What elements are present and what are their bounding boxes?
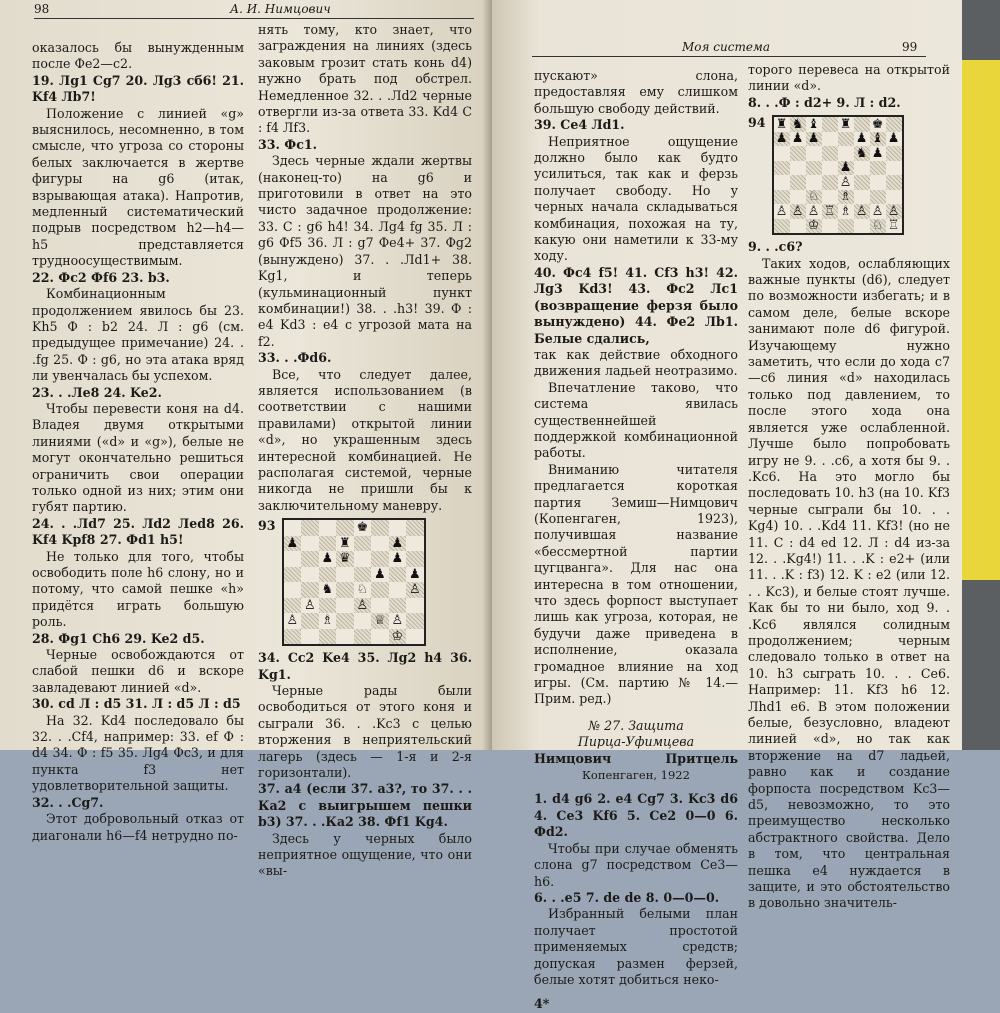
- board-square: [284, 613, 302, 629]
- board-square: [886, 190, 902, 205]
- paragraph: На 32. Kd4 последовало бы 32. . .Cf4, например: 33. ef Ф : d4 34. Ф : f5 35. Лg4 Фс3, и для пункта f3 нет удовлетворительной защиты.: [32, 712, 244, 794]
- board-square: [406, 536, 424, 552]
- board-square: [886, 117, 902, 132]
- board-square: [336, 551, 354, 567]
- board-square: [406, 567, 424, 583]
- board-square: [838, 190, 854, 205]
- board-square: [336, 629, 354, 645]
- board-square: [822, 219, 838, 234]
- board-square: [389, 582, 407, 598]
- board-square: [774, 117, 790, 132]
- board-square: [406, 582, 424, 598]
- paragraph: Таких ходов, ослабляющих важные пункты (d6), следует по возможности избегать; и в самом деле, белые вскоре занимают поле d6 фигурой. Изучающему нужно заметить, что если до хода c7—c6 линия «d» находилась только под давлением, то после этого хода она является уже ослабленной. Лучше было попробовать игру не 9. . .c6, а хотя бы 9. . .Kc6. На это могло бы последовать 10. h3 (на 10. Kf3 черные сыграли бы 10. . . Kg4) 10. . .Kd4 11. Kf3! (но не 11. C : d4 ed 12. Л : d4 из-за 12. . .Kg4!) 11. . .K : e2+ (или 11. . .K : f3) 12. K : e2 (или 12. . . Kc3), и белые стоят лучше. Как бы то ни было, ход 9. . .Kc6 являлся солидным продолжением; черным следовало только в ответ на 10. h3 сыграть 10. . . Ce6. Например: 11. Kf3 h6 12. Лhd1 e6. В этом положении белые, безусловно, владеют линией «d», но так как вторжение на d7 ладьей, равно как и создание форпоста посредством Kc3—d5, невозможно, то это преимущество несколько абстрактного свойства. Дело в том, что центральная пешка e4 нуждается в защите, и это обстоятельство в довольно значитель-: [748, 255, 950, 911]
- chess-piece-icon: ♟: [807, 131, 820, 147]
- chess-board: [772, 115, 904, 235]
- board-square: [790, 161, 806, 176]
- board-square: [886, 146, 902, 161]
- board-square: [319, 598, 337, 614]
- move-line: 24. . .Лd7 25. Лd2 Лed8 26. Kf4 Kpf8 27. Фd1 h5!: [32, 515, 244, 548]
- paragraph: Положение с линией «g» выяснилось, несомненно, в том смысле, что угроза со стороны белых заключается в жертве фигуры на g6 (итак, взрывающая атака). Напротив, медленный систематический подрыв посредством h2—h4—h5 представляется трудноосуществимым.: [32, 105, 244, 269]
- chess-piece-icon: ♟: [839, 160, 852, 176]
- board-square: [336, 520, 354, 536]
- left-column-1: [32, 40, 244, 844]
- paragraph: оказалось бы вынужденным после Фе2—с2.: [32, 40, 244, 72]
- paragraph: Впечатление таково, что система явилась существеннейшей поддержкой комбинационной работы.: [534, 379, 738, 461]
- paragraph: Комбинационным продолжением явилось бы 23. Kh5 Ф : b2 24. Л : g6 (см. предыдущее примечание) 24. . .fg 25. Ф : g6, но эта атака вряд ли увенчалась бы успехом.: [32, 286, 244, 384]
- board-square: [284, 536, 302, 552]
- board-square: [774, 190, 790, 205]
- board-square: [838, 175, 854, 190]
- board-square: [854, 132, 870, 147]
- paragraph: Чтобы перевести коня на d4. Владея двумя открытыми линиями («d» и «g»), белые не могут окончательно решиться ограничить свои операции только одной из них; этим они губят партию.: [32, 400, 244, 515]
- board-square: [354, 629, 372, 645]
- board-square: [838, 204, 854, 219]
- opening-name: Пирца-Уфимцева: [577, 734, 695, 750]
- chess-piece-icon: ♖: [823, 203, 836, 219]
- move-line: 9. . .c6?: [748, 239, 803, 255]
- board-square: [371, 536, 389, 552]
- board-square: [886, 204, 902, 219]
- board-square: [284, 598, 302, 614]
- board-square: [806, 146, 822, 161]
- background-yellow-object: [960, 60, 1000, 580]
- board-square: [854, 219, 870, 234]
- move-line: 8. . .Ф : d2+ 9. Л : d2.: [748, 94, 901, 110]
- paragraph: Избранный белыми план получает простотой применяемых средств; допуская размен ферзей, белые хотят добиться неко-: [534, 906, 738, 987]
- board-square: [838, 219, 854, 234]
- board-square: [774, 132, 790, 147]
- right-page: [492, 0, 962, 1012]
- board-square: [790, 219, 806, 234]
- board-square: [301, 598, 319, 614]
- board-square: [822, 204, 838, 219]
- move-line: 1. d4 g6 2. e4 Cg7 3. Kc3 d6 4. Ce3 Kf6 5. Ce2 0—0 6. Фd2.: [534, 791, 738, 840]
- move-line: 34. Cc2 Ke4 35. Лg2 h4 36. Kg1.: [258, 650, 472, 682]
- chess-piece-icon: ♛: [338, 551, 351, 567]
- paragraph: Здесь у черных было неприятное ощущение, что они «вы-: [258, 830, 472, 879]
- board-square: [854, 190, 870, 205]
- board-square: [870, 190, 886, 205]
- right-column-1: [534, 68, 738, 1013]
- board-square: [319, 582, 337, 598]
- board-square: [319, 551, 337, 567]
- chess-piece-icon: ♕: [373, 613, 386, 629]
- chess-piece-icon: ♔: [807, 218, 820, 234]
- chess-piece-icon: ♟: [408, 566, 421, 582]
- paragraph: Черные освобождаются от слабой пешки d6 и вскоре завладевают линией «d».: [32, 647, 244, 695]
- left-column-2: [258, 22, 472, 880]
- board-square: [319, 520, 337, 536]
- board-square: [319, 536, 337, 552]
- board-square: [336, 613, 354, 629]
- board-square: [371, 567, 389, 583]
- board-square: [870, 161, 886, 176]
- chess-piece-icon: ♟: [855, 131, 868, 147]
- board-square: [301, 520, 319, 536]
- chess-piece-icon: ♗: [321, 613, 334, 629]
- board-square: [284, 582, 302, 598]
- board-square: [806, 175, 822, 190]
- running-head: Моя система: [682, 40, 771, 54]
- board-square: [301, 582, 319, 598]
- board-square: [822, 117, 838, 132]
- paragraph: Вниманию читателя предлагается короткая партия Земиш—Нимцович (Копенгаген, 1923), получившая название «бессмертной партии цугцванга». Для нас она интересна в том отношении, что здесь форпост выступает лишь как угроза, которая, не будучи даже приведена в исполнение, оказала громадное влияние на ход игры. (См. партию № 14.— Прим. ред.): [534, 461, 738, 707]
- board-square: [806, 132, 822, 147]
- board-square: [774, 161, 790, 176]
- board-square: [822, 161, 838, 176]
- move-line: 39. Се4 Лd1.: [534, 117, 625, 133]
- board-square: [371, 551, 389, 567]
- board-square: [870, 132, 886, 147]
- game-players: [534, 751, 738, 767]
- chess-piece-icon: ♟: [887, 131, 900, 147]
- chess-piece-icon: ♙: [286, 613, 299, 629]
- board-square: [319, 567, 337, 583]
- paragraph: нять тому, кто знает, что заграждения на линиях (здесь заковым грозит стать конь d4) нужно брать под обстрел. Немедленное 32. . .Лd2 черные отвергли из-за ответа 33. Kd4 C : f4 Лf3.: [258, 22, 472, 136]
- diagram-number: 94: [748, 115, 766, 131]
- chess-piece-icon: ♙: [791, 203, 804, 219]
- chess-piece-icon: ♞: [855, 145, 868, 161]
- chess-piece-icon: ♚: [871, 116, 884, 132]
- move-line: 23. . .Ле8 24. Ke2.: [32, 384, 162, 400]
- board-square: [336, 582, 354, 598]
- paragraph: Чтобы при случае обменять слона g7 посредством Ce3—h6.: [534, 840, 738, 889]
- chess-piece-icon: ♔: [391, 628, 404, 644]
- move-line: 33. Фс1.: [258, 136, 318, 152]
- board-square: [336, 567, 354, 583]
- board-square: [886, 175, 902, 190]
- board-square: [354, 567, 372, 583]
- chess-piece-icon: ♜: [775, 116, 788, 132]
- chess-piece-icon: ♟: [286, 535, 299, 551]
- board-square: [790, 190, 806, 205]
- board-square: [806, 219, 822, 234]
- chess-piece-icon: ♙: [391, 613, 404, 629]
- board-square: [854, 117, 870, 132]
- board-square: [870, 175, 886, 190]
- header-rule: [532, 56, 926, 57]
- board-square: [838, 146, 854, 161]
- board-square: [790, 146, 806, 161]
- diagram-94: [748, 115, 950, 235]
- board-square: [284, 520, 302, 536]
- move-line: 40. Фс4 f5! 41. Cf3 h3! 42. Лg3 Kd3! 43. Фс2 Лс1 (возвращение ферзя было вынуждено) 44. Фе2 Лb1. Белые сдались,: [534, 264, 738, 346]
- running-head: А. И. Нимцович: [230, 2, 331, 16]
- board-square: [822, 132, 838, 147]
- board-square: [822, 146, 838, 161]
- board-square: [389, 598, 407, 614]
- header-rule: [34, 18, 474, 19]
- chess-piece-icon: ♟: [373, 566, 386, 582]
- board-square: [886, 161, 902, 176]
- white-player: Нимцович: [534, 750, 612, 766]
- board-square: [790, 204, 806, 219]
- board-square: [806, 117, 822, 132]
- paragraph: Этот добровольный отказ от диагонали h6—f4 нетрудно по-: [32, 811, 244, 843]
- board-square: [389, 551, 407, 567]
- board-square: [284, 551, 302, 567]
- move-line: 30. cd Л : d5 31. Л : d5 Л : d5: [32, 696, 241, 712]
- board-square: [406, 613, 424, 629]
- move-line: 28. Фg1 Ch6 29. Ke2 d5.: [32, 630, 205, 646]
- board-square: [389, 536, 407, 552]
- game-number: № 27. Защита: [588, 717, 684, 733]
- paragraph: Все, что следует далее, является использованием (в соответствии с нашими правилами) открытой линии «d», но украшенным здесь интересной комбинацией. Не располагая системой, черные никогда не пришли бы к заключительному маневру.: [258, 366, 472, 513]
- black-player: Притцель: [665, 750, 738, 766]
- board-square: [838, 132, 854, 147]
- board-square: [301, 629, 319, 645]
- board-square: [790, 117, 806, 132]
- board-square: [854, 204, 870, 219]
- chess-piece-icon: ♘: [356, 582, 369, 598]
- right-column-2: [748, 62, 950, 912]
- board-square: [886, 219, 902, 234]
- chess-piece-icon: ♙: [775, 203, 788, 219]
- board-square: [354, 598, 372, 614]
- board-square: [389, 520, 407, 536]
- chess-piece-icon: ♝: [871, 131, 884, 147]
- board-square: [870, 219, 886, 234]
- board-square: [389, 567, 407, 583]
- chess-piece-icon: ♟: [321, 551, 334, 567]
- board-square: [389, 613, 407, 629]
- chess-piece-icon: ♚: [356, 520, 369, 536]
- chess-piece-icon: ♙: [356, 597, 369, 613]
- board-square: [838, 117, 854, 132]
- board-square: [790, 175, 806, 190]
- board-square: [354, 520, 372, 536]
- page-number: 99: [902, 40, 918, 54]
- board-square: [886, 132, 902, 147]
- paragraph: Черные рады были освободиться от этого коня и сыграли 36. . .Kc3 с целью вторжения в неприятельский лагерь (здесь — 1-я и 2-я горизонтали).: [258, 683, 472, 781]
- chess-piece-icon: ♜: [338, 535, 351, 551]
- board-square: [371, 629, 389, 645]
- board-square: [301, 536, 319, 552]
- chess-piece-icon: ♟: [391, 551, 404, 567]
- board-square: [371, 598, 389, 614]
- board-square: [854, 146, 870, 161]
- board-square: [389, 629, 407, 645]
- move-line: 32. . .Cg7.: [32, 794, 104, 810]
- board-square: [854, 161, 870, 176]
- board-square: [301, 613, 319, 629]
- board-square: [806, 204, 822, 219]
- chess-piece-icon: ♟: [791, 131, 804, 147]
- chess-piece-icon: ♞: [791, 116, 804, 132]
- chess-piece-icon: ♟: [391, 535, 404, 551]
- board-square: [336, 598, 354, 614]
- chess-piece-icon: ♙: [855, 203, 868, 219]
- board-square: [774, 204, 790, 219]
- board-square: [319, 629, 337, 645]
- chess-piece-icon: ♙: [871, 203, 884, 219]
- board-square: [406, 598, 424, 614]
- board-square: [354, 551, 372, 567]
- board-square: [774, 175, 790, 190]
- chess-piece-icon: ♙: [887, 203, 900, 219]
- board-square: [354, 613, 372, 629]
- board-square: [822, 175, 838, 190]
- chess-piece-icon: ♖: [887, 218, 900, 234]
- board-square: [406, 551, 424, 567]
- board-square: [806, 190, 822, 205]
- board-square: [406, 520, 424, 536]
- board-square: [790, 132, 806, 147]
- board-square: [284, 629, 302, 645]
- chess-piece-icon: ♘: [871, 218, 884, 234]
- diagram-93: [258, 518, 472, 646]
- signature-mark: 4*: [534, 996, 550, 1012]
- chess-piece-icon: ♟: [775, 131, 788, 147]
- board-square: [774, 219, 790, 234]
- board-square: [806, 161, 822, 176]
- move-line: 33. . .Фd6.: [258, 350, 332, 366]
- chess-piece-icon: ♞: [321, 582, 334, 598]
- board-square: [870, 204, 886, 219]
- chess-piece-icon: ♙: [839, 174, 852, 190]
- board-square: [371, 613, 389, 629]
- board-square: [284, 567, 302, 583]
- paragraph: Неприятное ощущение должно было как будто усилиться, так как и ферзь получает свободу. Но у черных начала складываться комбинация, похожая на ту, какую они наметили к 33-му ходу.: [534, 133, 738, 264]
- left-page: [0, 0, 492, 879]
- chess-piece-icon: ♙: [303, 597, 316, 613]
- board-square: [301, 551, 319, 567]
- paragraph: Здесь черные ждали жертвы (наконец-то) на g6 и приготовили в ответ на это чисто задачное продолжение: 33. C : g6 h4! 34. Лg4 fg 35. Л : g6 Фf5 36. Л : g7 Фе4+ 37. Фg2 (вынуждено) 37. . .Лd1+ 38. Kg1, и теперь (кульминационный пункт комбинации!) 38. . .h3! 39. Ф : е4 Kd3 : е4 с угрозой мата на f2.: [258, 153, 472, 349]
- chess-piece-icon: ♗: [839, 189, 852, 205]
- board-square: [371, 582, 389, 598]
- diagram-number: 93: [258, 518, 276, 534]
- board-square: [301, 567, 319, 583]
- move-line: 22. Фс2 Фf6 23. b3.: [32, 269, 170, 285]
- board-square: [406, 629, 424, 645]
- board-square: [870, 146, 886, 161]
- board-square: [319, 613, 337, 629]
- chess-piece-icon: ♙: [807, 203, 820, 219]
- board-square: [336, 536, 354, 552]
- board-square: [822, 190, 838, 205]
- chess-piece-icon: ♙: [408, 582, 421, 598]
- chess-piece-icon: ♘: [807, 189, 820, 205]
- move-line: 19. Лg1 Cg7 20. Лg3 сб6! 21. Kf4 Лb7!: [32, 72, 244, 105]
- board-square: [838, 161, 854, 176]
- board-square: [371, 520, 389, 536]
- chess-board: [282, 518, 426, 646]
- board-square: [774, 146, 790, 161]
- paragraph: торого перевеса на открытой линии «d».: [748, 62, 950, 94]
- board-square: [354, 582, 372, 598]
- move-line: 6. . .e5 7. de de 8. 0—0—0.: [534, 889, 720, 905]
- board-square: [870, 117, 886, 132]
- chess-piece-icon: ♗: [839, 203, 852, 219]
- chess-piece-icon: ♝: [807, 116, 820, 132]
- paragraph: Не только для того, чтобы освободить поле h6 слону, но и потому, что самой пешке «h» придётся играть большую роль.: [32, 548, 244, 630]
- game-place: Копенгаген, 1922: [582, 768, 690, 783]
- chess-piece-icon: ♜: [839, 116, 852, 132]
- move-line: 37. a4 (если 37. a3?, то 37. . . Ка2 с выигрышем пешки b3) 37. . .Ка2 38. Фf1 Kg4.: [258, 781, 472, 830]
- board-square: [854, 175, 870, 190]
- board-square: [354, 536, 372, 552]
- paragraph: пускают» слона, предоставляя ему слишком большую свободу действий.: [534, 68, 738, 116]
- chess-piece-icon: ♟: [871, 145, 884, 161]
- paragraph: так как действие обходного движения ладьей неотразимо.: [534, 346, 738, 379]
- page-number: 98: [34, 2, 50, 16]
